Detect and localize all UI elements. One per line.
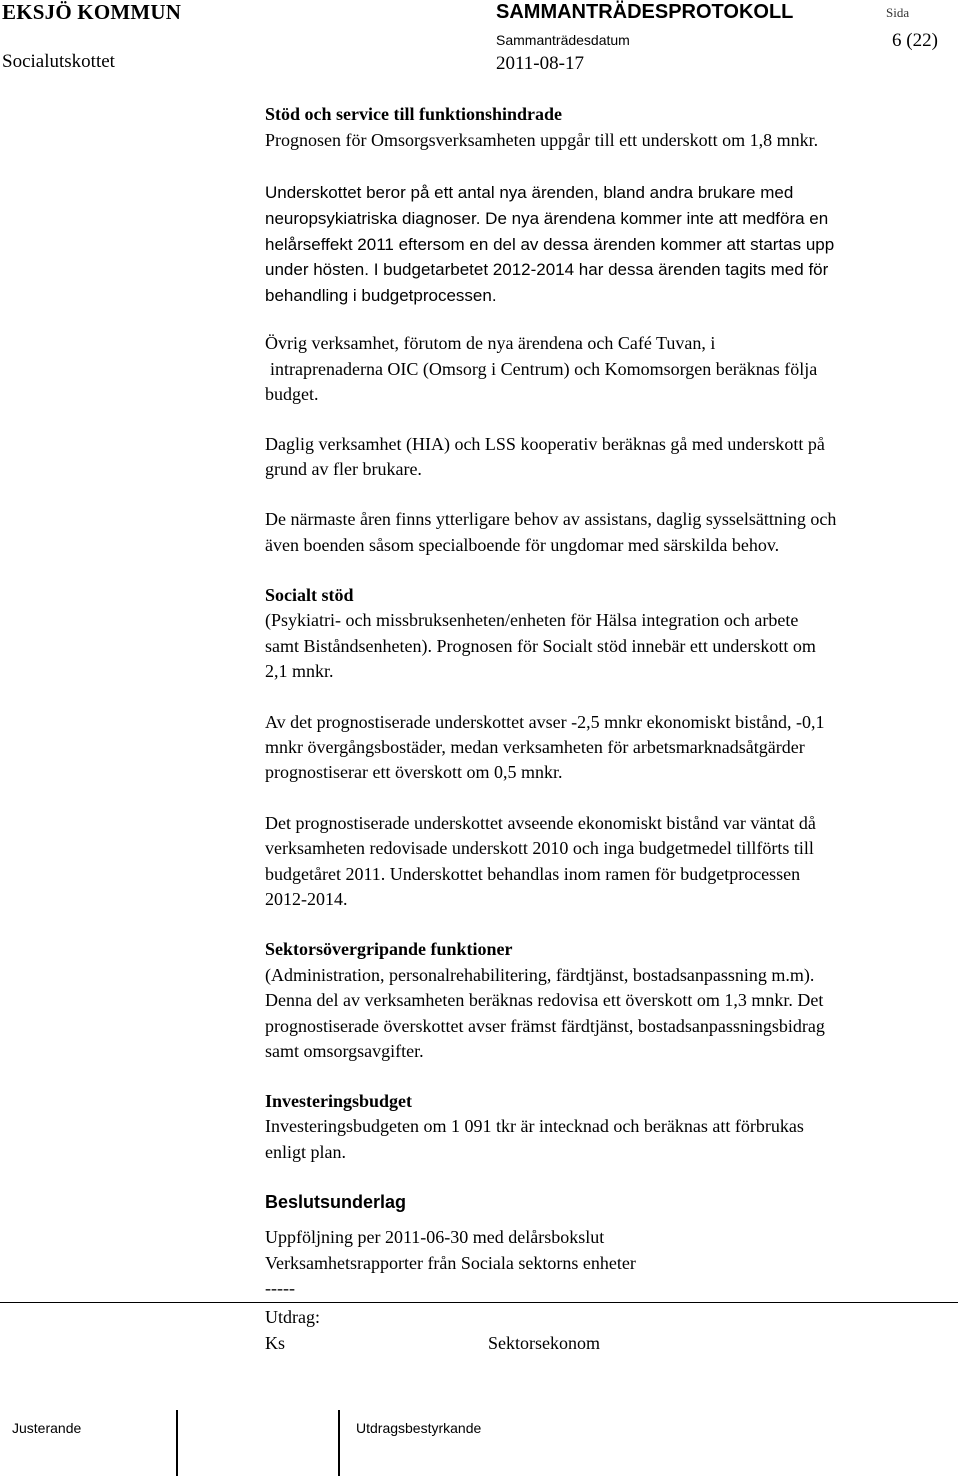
document-type: SAMMANTRÄDESPROTOKOLL [496, 1, 794, 23]
invest-line-2: enligt plan. [265, 1142, 346, 1162]
stod-paragraph-1: Prognosen för Omsorgsverksamheten uppgår till ett underskott om 1,8 mnkr. [265, 130, 819, 150]
divider [0, 1302, 958, 1303]
section-heading-sektor: Sektorsövergripande funktioner [265, 939, 513, 959]
stod-p2-line-2: neuropsykiatriska diagnoser. De nya ärendena kommer inte att medföra en [265, 209, 829, 228]
daglig-line-1: Daglig verksamhet (HIA) och LSS kooperativ beräknas gå med underskott på [265, 434, 825, 454]
stod-p2-line-1: Underskottet beror på ett antal nya ärenden, bland andra brukare med [265, 183, 794, 202]
beslut-line-1: Uppföljning per 2011-06-30 med delårsbokslut [265, 1227, 605, 1247]
daglig-line-2: grund av fler brukare. [265, 459, 422, 479]
separator-dashes: ----- [265, 1278, 295, 1298]
det-line-4: 2012-2014. [265, 889, 348, 909]
section-heading-invest: Investeringsbudget [265, 1091, 413, 1111]
av-line-3: prognostiserar ett överskott om 0,5 mnkr. [265, 762, 563, 782]
signature-divider-2 [338, 1410, 340, 1476]
section-heading-beslut: Beslutsunderlag [265, 1192, 407, 1212]
utdrag-ks: Ks [265, 1333, 286, 1353]
narmaste-line-2: även boenden såsom specialboende för ungdomar med särskilda behov. [265, 535, 780, 555]
ovrig-line-1: Övrig verksamhet, förutom de nya ärendena och Café Tuvan, i [265, 333, 716, 353]
org-name: EKSJÖ KOMMUN [2, 0, 182, 24]
socialt-line-3: 2,1 mnkr. [265, 661, 334, 681]
stod-p2-line-4: under hösten. I budgetarbetet 2012-2014 har dessa ärenden tagits med för [265, 260, 829, 279]
utdrag-sektorsekonom: Sektorsekonom [488, 1333, 600, 1353]
sektor-line-1: (Administration, personalrehabilitering, färdtjänst, bostadsanpassning m.m). [265, 965, 815, 985]
utdrag-label: Utdrag: [265, 1307, 320, 1327]
det-line-3: budgetåret 2011. Underskottet behandlas inom ramen för budgetprocessen [265, 864, 801, 884]
sektor-line-2: Denna del av verksamheten beräknas redovisa ett överskott om 1,3 mnkr. Det [265, 990, 824, 1010]
stod-p2-line-5: behandling i budgetprocessen. [265, 286, 497, 305]
utdragsbestyrkande-label: Utdragsbestyrkande [356, 1420, 482, 1436]
beslut-line-2: Verksamhetsrapporter från Sociala sektorns enheter [265, 1253, 636, 1273]
stod-p2-line-3: helårseffekt 2011 eftersom en del av dessa ärenden kommer att startas upp [265, 235, 835, 254]
narmaste-line-1: De närmaste åren finns ytterligare behov av assistans, daglig sysselsättning och [265, 509, 837, 529]
section-heading-socialt: Socialt stöd [265, 585, 354, 605]
department: Socialutskottet [2, 51, 115, 72]
invest-line-1: Investeringsbudgeten om 1 091 tkr är intecknad och beräknas att förbrukas [265, 1116, 804, 1136]
sektor-line-3: prognostiserade överskottet avser främst färdtjänst, bostadsanpassningsbidrag [265, 1016, 825, 1036]
meeting-date: 2011-08-17 [496, 53, 584, 74]
sektor-line-4: samt omsorgsavgifter. [265, 1041, 424, 1061]
section-heading-stod: Stöd och service till funktionshindrade [265, 104, 563, 124]
socialt-line-1: (Psykiatri- och missbruksenheten/enheten för Hälsa integration och arbete [265, 610, 799, 630]
det-line-1: Det prognostiserade underskottet avseende ekonomiskt bistånd var väntat då [265, 813, 816, 833]
page-label: Sida [886, 5, 910, 20]
justerande-label: Justerande [12, 1420, 82, 1436]
socialt-line-2: samt Biståndsenheten). Prognosen för Socialt stöd innebär ett underskott om [265, 636, 816, 656]
ovrig-line-2: intraprenaderna OIC (Omsorg i Centrum) och Komomsorgen beräknas följa [270, 359, 818, 379]
ovrig-line-3: budget. [265, 384, 319, 404]
det-line-2: verksamheten redovisade underskott 2010 och inga budgetmedel tillförts till [265, 838, 814, 858]
av-line-1: Av det prognostiserade underskottet avser -2,5 mnkr ekonomiskt bistånd, -0,1 [265, 712, 825, 732]
av-line-2: mnkr övergångsbostäder, medan verksamheten för arbetsmarknadsåtgärder [265, 737, 805, 757]
meeting-date-label: Sammanträdesdatum [496, 32, 630, 48]
signature-divider-1 [176, 1410, 178, 1476]
page-number: 6 (22) [892, 30, 938, 51]
